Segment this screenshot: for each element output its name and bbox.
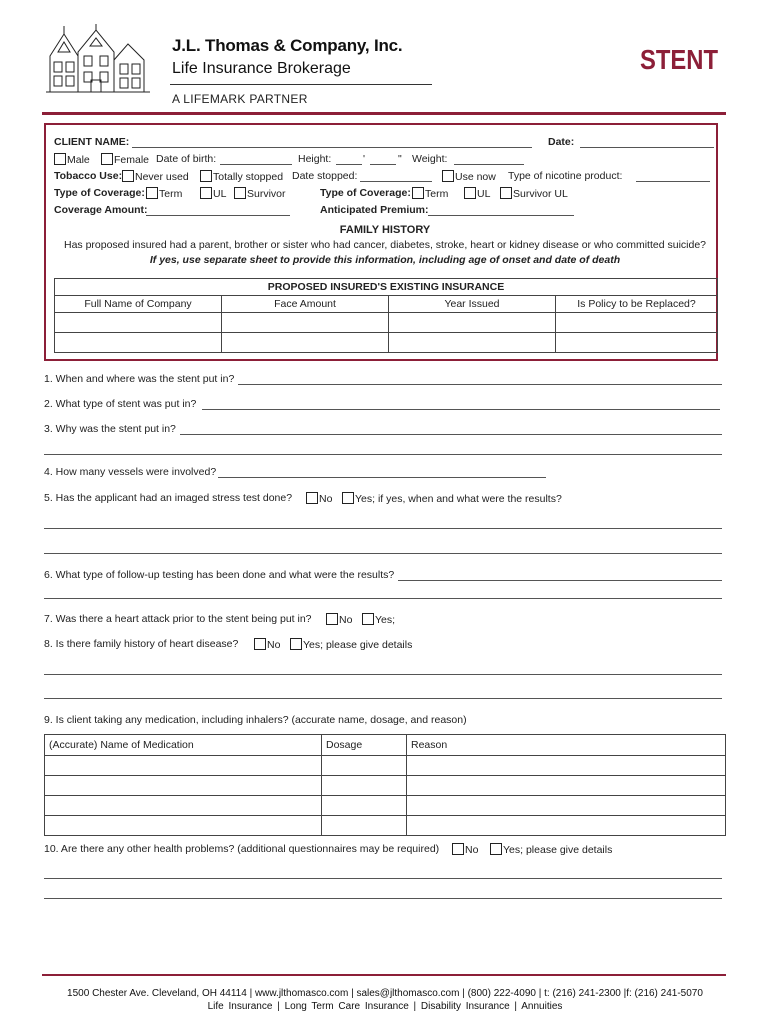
q7-no-checkbox[interactable] [326,613,338,625]
answer-8-line-2[interactable] [44,698,722,699]
col-company-name: Full Name of Company [55,296,222,313]
partner-label: A LIFEMARK PARTNER [172,92,308,106]
table-cell[interactable] [55,333,222,353]
answer-1-line[interactable] [238,384,722,385]
date-field[interactable] [580,147,714,148]
table-cell[interactable] [322,756,407,776]
table-row [45,796,726,816]
form-title: STENT [640,44,719,75]
answer-5-line[interactable] [44,528,722,529]
family-history-question: Has proposed insured had a parent, brother or sister who had cancer, diabetes, stroke, heart or kidney disease or who committed suicide? [63,239,707,251]
answer-3-line-2[interactable] [44,454,722,455]
answer-10-line-2[interactable] [44,898,722,899]
height-ft-mark: ' [363,153,366,165]
dob-field[interactable] [220,164,292,165]
table-cell[interactable] [389,313,556,333]
question-7: 7. Was there a heart attack prior to the stent being put in? [44,613,312,625]
nicotine-type-field[interactable] [636,181,710,182]
table-cell[interactable] [389,333,556,353]
q5-yes-label: Yes; if yes, when and what were the results? [355,493,562,505]
table-cell[interactable] [45,756,322,776]
table-cell[interactable] [556,333,718,353]
medication-table [44,734,726,836]
totally-stopped-checkbox[interactable] [200,170,212,182]
height-in-field[interactable] [370,164,396,165]
ul-label-2: UL [477,188,491,200]
table-cell[interactable] [45,776,322,796]
q8-yes-checkbox[interactable] [290,638,302,650]
col-year-issued: Year Issued [389,296,556,313]
top-rule [42,112,726,115]
table-cell[interactable] [322,776,407,796]
company-name: J.L. Thomas & Company, Inc. [172,36,403,55]
answer-2-line[interactable] [202,409,720,410]
never-used-checkbox[interactable] [122,170,134,182]
term-label-2: Term [425,188,449,200]
footer-products: Life Insurance | Long Term Care Insurance | Disability Insurance | Annuities [207,1001,563,1012]
q10-no-checkbox[interactable] [452,843,464,855]
coverage-amount-field[interactable] [146,215,290,216]
house-illustration-icon [44,22,152,98]
nicotine-type-label: Type of nicotine product: [508,170,623,182]
q7-no-label: No [339,614,353,626]
table-row [45,756,726,776]
family-history-note: If yes, use separate sheet to provide this information, including age of onset and date of death [149,254,621,266]
term-checkbox[interactable] [146,187,158,199]
question-8: 8. Is there family history of heart disease? [44,638,239,650]
table-cell[interactable] [222,333,389,353]
header-divider [170,84,432,85]
existing-insurance-title: PROPOSED INSURED'S EXISTING INSURANCE [55,279,718,296]
table-cell[interactable] [407,776,726,796]
table-row [45,816,726,836]
weight-label: Weight: [412,153,448,165]
coverage-amount-label: Coverage Amount: [54,204,148,216]
question-5: 5. Has the applicant had an imaged stress test done? [44,492,293,504]
col-dosage: Dosage [322,735,407,756]
table-cell[interactable] [322,816,407,836]
table-cell[interactable] [222,313,389,333]
use-now-checkbox[interactable] [442,170,454,182]
q10-no-label: No [465,844,479,856]
q10-yes-label: Yes; please give details [503,844,613,856]
male-checkbox[interactable] [54,153,66,165]
existing-insurance-table [54,278,718,353]
totally-stopped-label: Totally stopped [213,171,284,183]
footer-contact: 1500 Chester Ave. Cleveland, OH 44114 | www.jlthomasco.com | sales@jlthomasco.com | (800) 222-4090 | t: (216) 241-2300 |f: (216) 241-5070 [67,988,703,999]
table-cell[interactable] [322,796,407,816]
table-cell[interactable] [407,756,726,776]
survivor-label: Survivor [247,188,286,200]
survivor-ul-checkbox[interactable] [500,187,512,199]
answer-5-line-2[interactable] [44,553,722,554]
col-medication-name: (Accurate) Name of Medication [45,735,322,756]
table-cell[interactable] [45,816,322,836]
question-2: 2. What type of stent was put in? [44,398,197,410]
question-6: 6. What type of follow-up testing has been done and what were the results? [44,569,395,581]
answer-10-line[interactable] [44,878,722,879]
q7-yes-checkbox[interactable] [362,613,374,625]
weight-field[interactable] [454,164,524,165]
q10-yes-checkbox[interactable] [490,843,502,855]
table-cell[interactable] [556,313,718,333]
dob-label: Date of birth: [156,153,217,165]
q8-no-label: No [267,639,281,651]
height-label: Height: [298,153,332,165]
never-used-label: Never used [135,171,189,183]
col-face-amount: Face Amount [222,296,389,313]
question-4: 4. How many vessels were involved? [44,466,217,478]
q7-yes-label: Yes; [375,614,396,626]
survivor-ul-label: Survivor UL [513,188,568,200]
table-row [55,313,718,333]
male-label: Male [67,154,90,166]
q5-yes-checkbox[interactable] [342,492,354,504]
q8-yes-label: Yes; please give details [303,639,413,651]
answer-6-line[interactable] [398,580,722,581]
height-in-mark: " [398,153,402,165]
question-9: 9. Is client taking any medication, including inhalers? (accurate name, dosage, and reason) [44,714,467,726]
table-cell[interactable] [45,796,322,816]
question-3: 3. Why was the stent put in? [44,423,176,435]
date-stopped-label: Date stopped: [292,170,358,182]
ul-label: UL [213,188,227,200]
company-subtitle: Life Insurance Brokerage [172,60,351,77]
coverage-type-label-2: Type of Coverage: [320,187,411,199]
ul-checkbox-2[interactable] [464,187,476,199]
anticipated-premium-label: Anticipated Premium: [320,204,429,216]
footer-rule [42,974,726,976]
female-label: Female [114,154,150,166]
coverage-type-label: Type of Coverage: [54,187,145,199]
table-row [55,333,718,353]
tobacco-use-label: Tobacco Use: [54,170,123,182]
client-name-label: CLIENT NAME: [54,136,130,148]
answer-6-line-2[interactable] [44,598,722,599]
use-now-label: Use now [455,171,496,183]
col-reason: Reason [407,735,726,756]
height-ft-field[interactable] [336,164,362,165]
answer-3-line[interactable] [180,434,722,435]
answer-8-line[interactable] [44,674,722,675]
table-cell[interactable] [55,313,222,333]
term-label: Term [159,188,183,200]
question-1: 1. When and where was the stent put in? [44,373,235,385]
q5-no-label: No [319,493,333,505]
table-cell[interactable] [407,796,726,816]
anticipated-premium-field[interactable] [428,215,574,216]
q5-no-checkbox[interactable] [306,492,318,504]
ul-checkbox[interactable] [200,187,212,199]
table-row [45,776,726,796]
family-history-title: FAMILY HISTORY [339,224,431,236]
question-10: 10. Are there any other health problems? (additional questionnaires may be required) [44,843,440,855]
term-checkbox-2[interactable] [412,187,424,199]
date-stopped-field[interactable] [360,181,432,182]
q8-no-checkbox[interactable] [254,638,266,650]
table-cell[interactable] [407,816,726,836]
answer-4-line[interactable] [218,477,546,478]
survivor-checkbox[interactable] [234,187,246,199]
client-name-field[interactable] [132,147,532,148]
female-checkbox[interactable] [101,153,113,165]
date-label: Date: [548,136,575,148]
col-policy-replaced: Is Policy to be Replaced? [556,296,718,313]
